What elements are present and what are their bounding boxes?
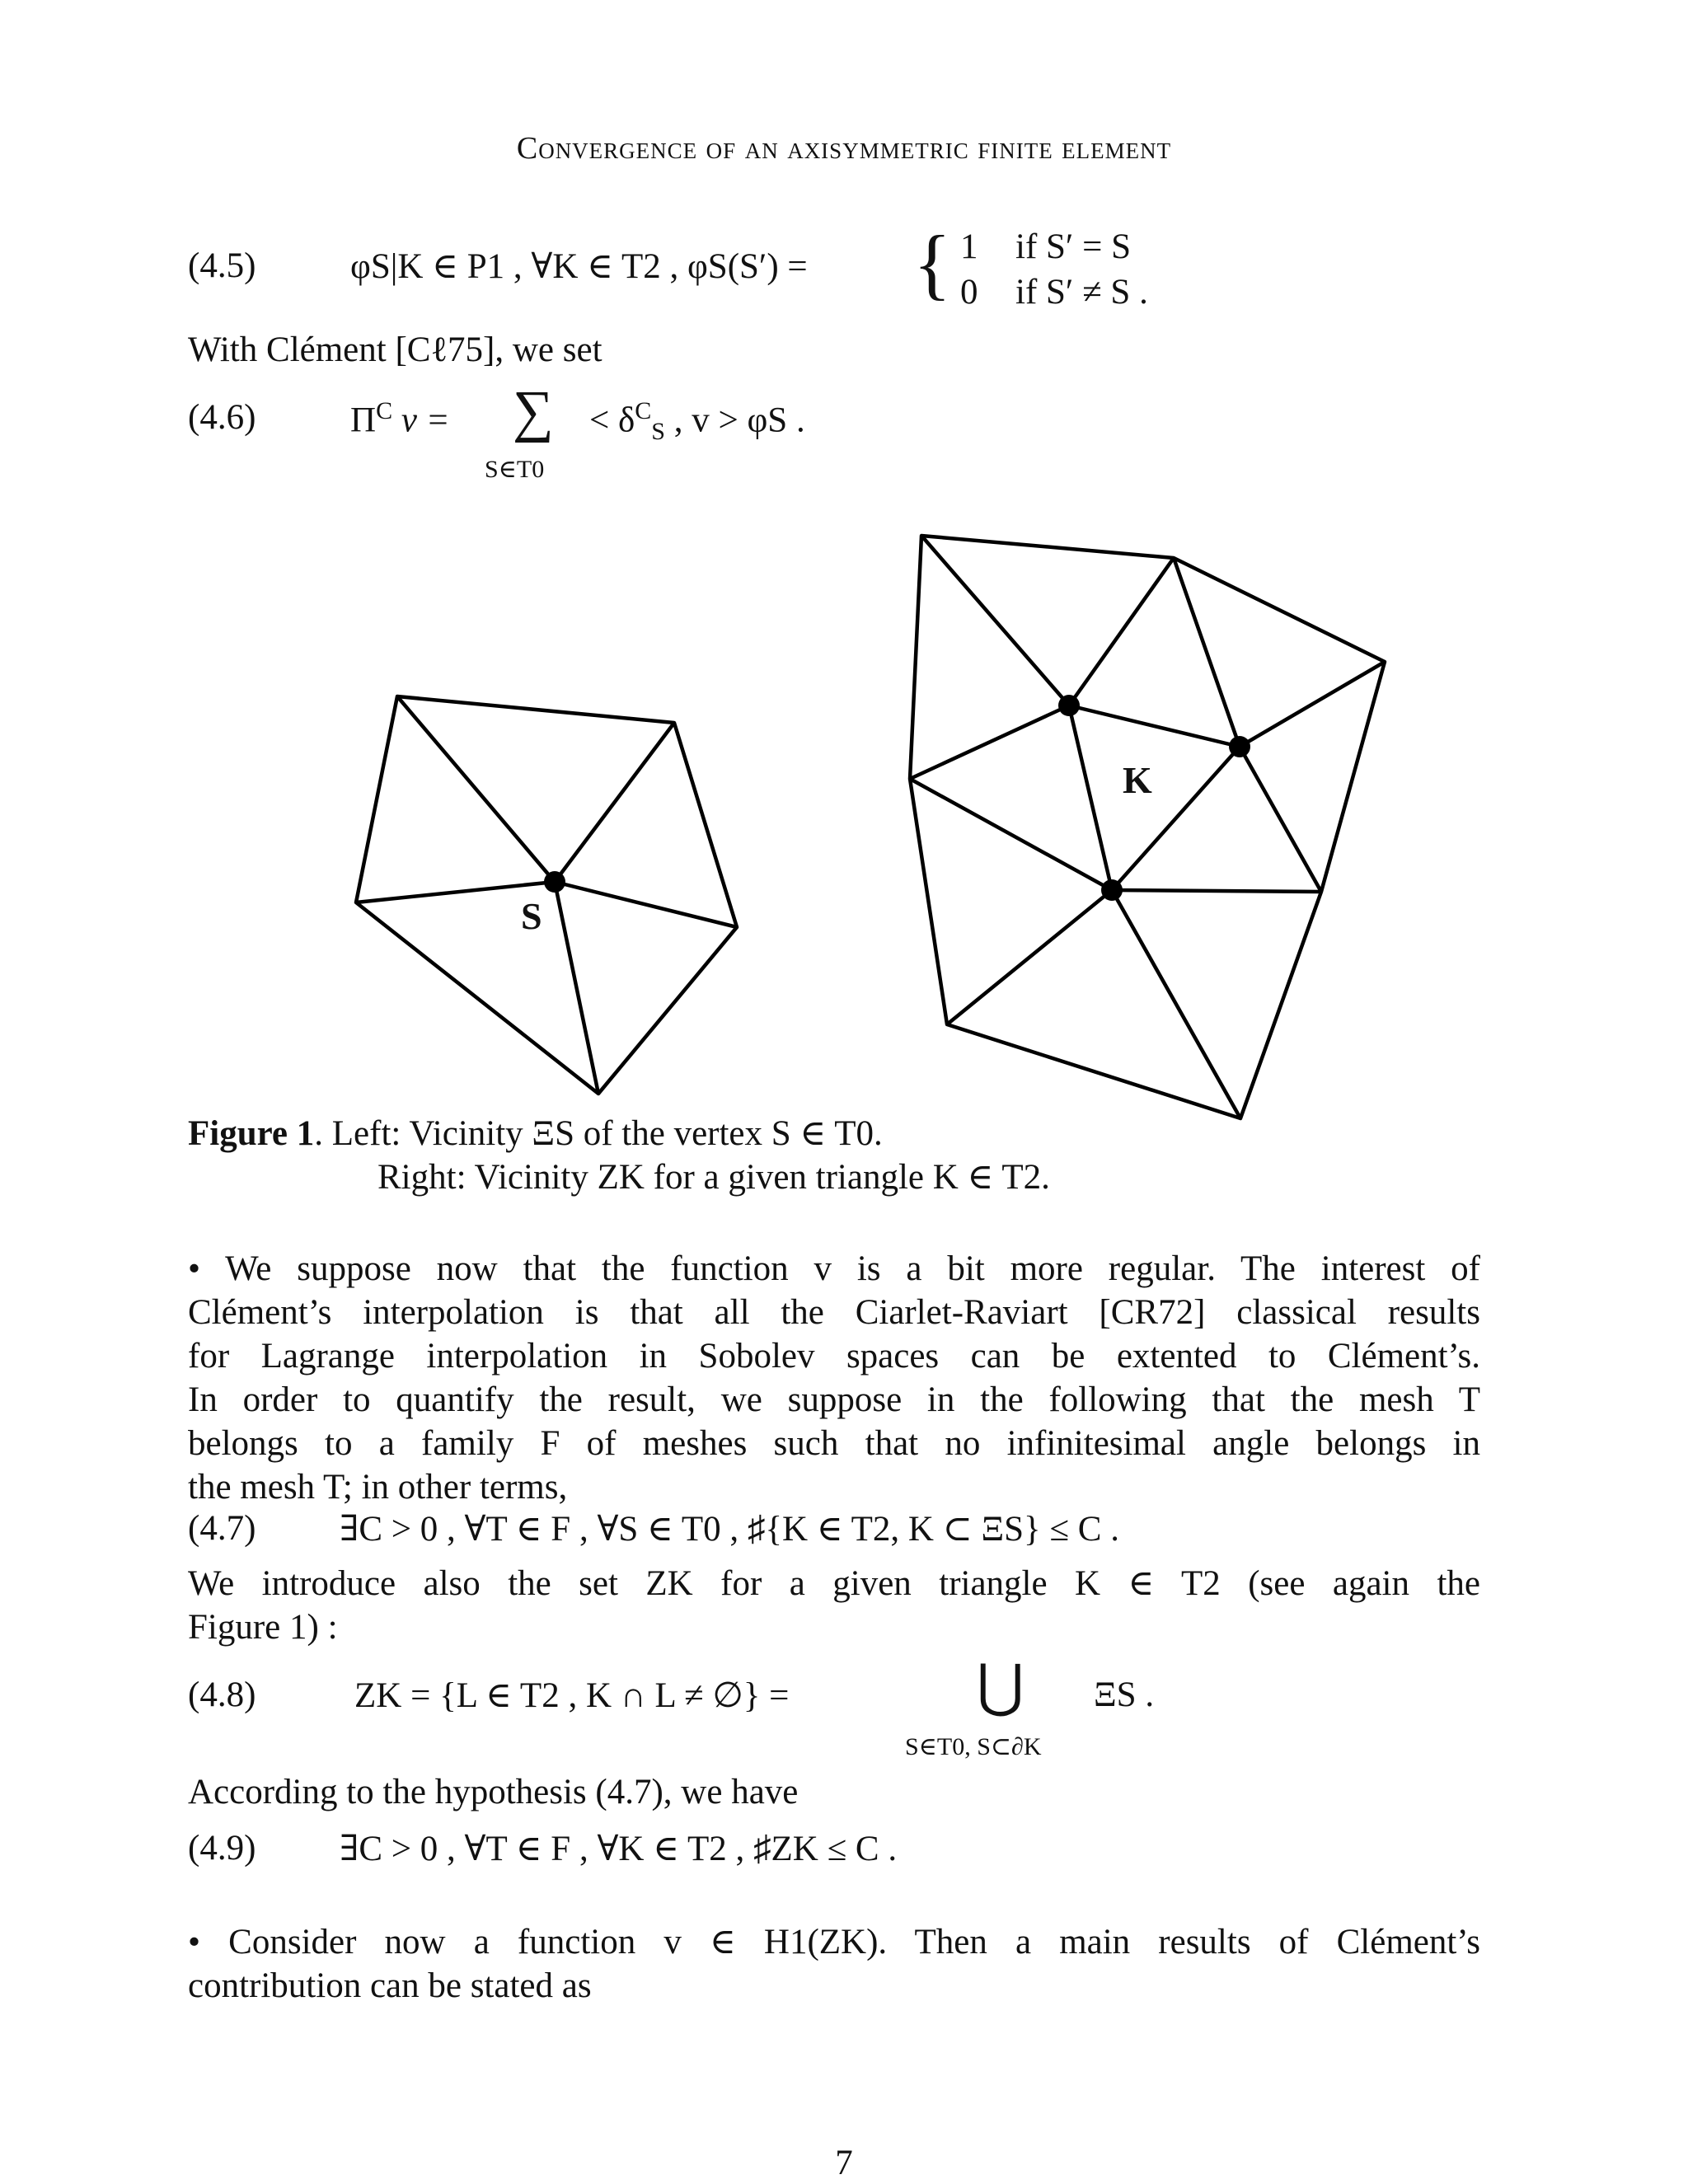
vertex-dot — [1058, 695, 1080, 716]
union-subscript: S∈T0, S⊂∂K — [905, 1733, 1042, 1760]
left-patch-edge — [555, 723, 674, 882]
vertex-dot — [1101, 879, 1123, 901]
right-patch-edge — [1069, 705, 1240, 747]
right-patch-edge — [910, 779, 1112, 890]
equation-number-4-7: (4.7) — [188, 1509, 256, 1548]
figure-label-s: S — [521, 895, 542, 937]
right-patch-edge — [1240, 747, 1321, 892]
right-patch-edge — [1069, 705, 1112, 890]
right-patch-edge — [947, 890, 1112, 1024]
equation-number-4-6: (4.6) — [188, 398, 256, 437]
delta-symbol: < δ — [589, 401, 635, 440]
equation-number-4-5: (4.5) — [188, 246, 256, 285]
right-patch-edge — [1112, 890, 1321, 892]
delta-subscript: S — [651, 417, 665, 445]
pi-symbol: Π — [350, 401, 377, 440]
paragraph-line: the mesh T; in other terms, — [188, 1468, 568, 1507]
equation-4-8-lhs: ZK = {L ∈ T2 , K ∩ L ≠ ∅} = — [354, 1676, 790, 1715]
equation-4-7-body: ∃C > 0 , ∀T ∈ F , ∀S ∈ T0 , ♯{K ∈ T2, K ⊂ ΞS} ≤ C . — [340, 1510, 1119, 1549]
paragraph-line: Clément’s interpolation is that all the Ciarlet-Raviart [CR72] classical results — [188, 1293, 1480, 1332]
paragraph-line: belongs to a family F of meshes such that no infinitesimal angle belongs in — [188, 1424, 1480, 1463]
equation-4-5-brace: { — [913, 219, 952, 307]
vertex-dot — [1229, 736, 1250, 757]
paragraph-line: • We suppose now that the function v is a bit more regular. The interest of — [188, 1249, 1480, 1288]
union-symbol: ⋃ — [977, 1655, 1025, 1718]
paragraph-line: We introduce also the set ZK for a given triangle K ∈ T2 (see again the — [188, 1564, 1480, 1603]
figure-caption-label: Figure 1 — [188, 1114, 315, 1153]
paragraph-line: In order to quantify the result, we suppose in the following that the mesh T — [188, 1380, 1480, 1419]
equation-4-9-body: ∃C > 0 , ∀T ∈ F , ∀K ∈ T2 , ♯ZK ≤ C . — [340, 1830, 898, 1868]
equation-number-4-9: (4.9) — [188, 1829, 256, 1868]
equation-4-8-rhs: ΞS . — [1094, 1675, 1155, 1714]
equation-number-4-8: (4.8) — [188, 1675, 256, 1714]
figure-caption-line-2: Right: Vicinity ZK for a given triangle K ∈ T2. — [377, 1158, 1050, 1197]
figure-caption-text-1: . Left: Vicinity ΞS of the vertex S ∈ T0. — [314, 1114, 883, 1153]
text-with-clement: With Clément [Cℓ75], we set — [188, 330, 603, 369]
left-patch-edge — [555, 882, 598, 1094]
equation-4-5-case2-condition: if S′ ≠ S . — [1015, 273, 1148, 312]
figure-label-k: K — [1123, 759, 1152, 801]
paragraph-line: for Lagrange interpolation in Sobolev spaces can be extented to Clément’s. — [188, 1337, 1480, 1376]
paragraph-set-zk — [188, 1562, 1480, 1649]
paragraph-line: contribution can be stated as — [188, 1966, 592, 2005]
running-header: Convergence of an axisymmetric finite element — [516, 131, 1172, 166]
paragraph-line: • Consider now a function v ∈ H1(ZK). Then a main results of Clément’s — [188, 1923, 1480, 1961]
left-patch-edge — [397, 696, 555, 882]
right-patch-edge — [1069, 558, 1174, 705]
right-patch-edge — [921, 536, 1069, 705]
text-according-hypothesis: According to the hypothesis (4.7), we have — [188, 1773, 799, 1811]
paragraph-line: Figure 1) : — [188, 1608, 338, 1647]
paragraph-clement-interpolation — [188, 1247, 1480, 1509]
right-patch-outline — [910, 536, 1385, 1118]
paragraph-main-result — [188, 1920, 1480, 2008]
vertex-s-dot — [544, 871, 565, 893]
equation-4-5-case1-condition: if S′ = S — [1015, 227, 1132, 266]
equation-4-5-case1-value: 1 — [960, 227, 978, 266]
equation-4-5-lhs: φS|K ∈ P1 , ∀K ∈ T2 , φS(S′) = — [350, 247, 808, 286]
equation-4-6-rhs-rest: , v > φS . — [673, 401, 805, 440]
sum-subscript: S∈T0 — [485, 456, 545, 483]
left-patch-edge — [555, 882, 737, 927]
page-number: 7 — [835, 2144, 853, 2182]
sum-symbol: ∑ — [513, 380, 554, 443]
equation-4-5-case2-value: 0 — [960, 273, 978, 312]
figure-caption-line-1 — [188, 1113, 883, 1154]
pi-superscript: C — [376, 397, 393, 424]
equation-4-6-lhs-var: v = — [401, 401, 450, 440]
right-patch-edge — [910, 705, 1069, 779]
delta-superscript: C — [635, 397, 652, 424]
